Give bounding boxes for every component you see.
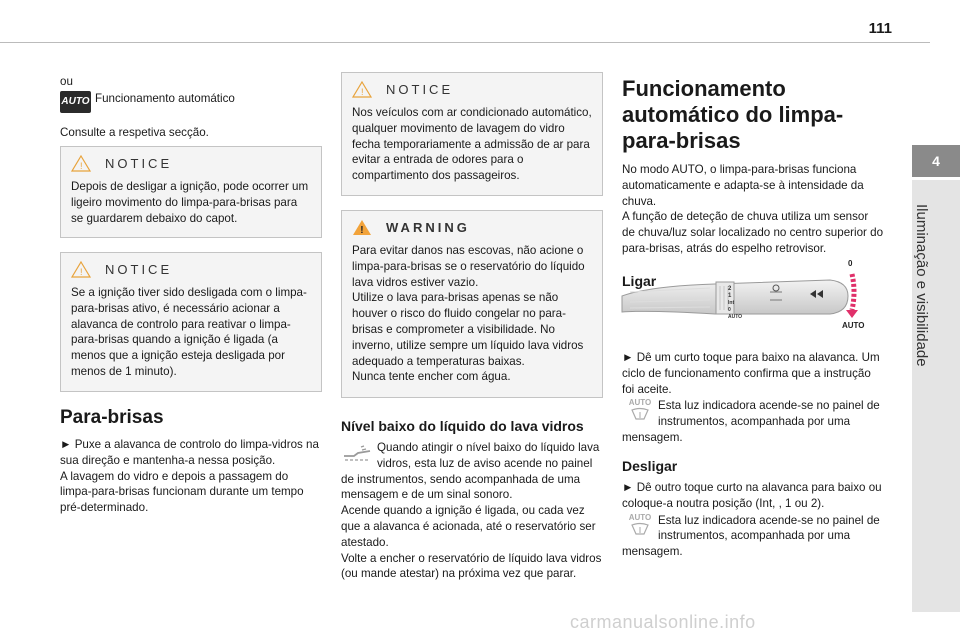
ligar-step-text: ► Dê um curto toque para baixo na alavanca. Um ciclo de funcionamento confirma que a instrução foi aceite.: [622, 351, 880, 396]
auto-indicator-icon: AUTO: [622, 398, 658, 428]
consulte-text: Consulte a respetiva secção.: [60, 125, 209, 139]
auto-button-icon: AUTO: [60, 91, 91, 113]
auto-label: Funcionamento automático: [95, 91, 235, 105]
stalk-o-label: 0: [848, 259, 853, 268]
wiper-stalk-figure: [620, 252, 880, 336]
warning-triangle-icon: [352, 219, 372, 236]
svg-text:!: !: [80, 160, 83, 171]
warning-box: [341, 210, 603, 398]
notice-text: Se a ignição tiver sido desligada com o limpa-para-brisas ativo, é necessário acionar a alavanca de controlo para reativar o limpa-para-brisas quando a ignição é ligada (a menos que a ignição esteja desligada por menos de 1 minuto).: [71, 286, 307, 378]
ligar-light-text: Esta luz indicadora acende-se no painel de instrumentos, acompanhada por uma mensagem.: [622, 399, 880, 444]
section-heading: Funcionamento automático do limpa-para-brisas: [622, 76, 844, 153]
notice-text: Depois de desligar a ignição, pode ocorrer um ligeiro movimento do limpa-para-brisas para se guardarem debaixo do capot.: [71, 180, 309, 225]
warning-text: Para evitar danos nas escovas, não acione o limpa-para-brisas se o reservatório do líquido lava vidros estiver vazio. Utilize o lava para-brisas apenas se não houver o risco do fluido congelar no para-brisas e comprometer a visibilidade. No inverno, utilize sempre um líquido lava vidros adequado a temperaturas baixas. Nunca tente encher com água.: [352, 244, 585, 384]
stalk-label: AUTO: [728, 314, 743, 320]
chapter-tab-number[interactable]: 4: [912, 145, 960, 177]
section-body: ► Puxe a alavanca de controlo do limpa-vidros na sua direção e mantenha-a nessa posição. A lavagem do vidro e depois a passagem do limpa-para-brisas funcionam durante um tempo pré-determinado.: [60, 438, 319, 515]
svg-text:!: !: [80, 266, 83, 277]
washer-fluid-warning-icon: [341, 442, 373, 464]
column-1: [60, 74, 322, 141]
notice-label: NOTICE: [386, 81, 454, 97]
para-brisas-section: [60, 407, 322, 516]
stalk-label: 2: [728, 286, 732, 292]
notice-triangle-icon: [71, 261, 91, 278]
section-intro: No modo AUTO, o limpa-para-brisas funciona automaticamente e adapta-se à intensidade da chuva. A função de deteção de chuva utiliza um sensor de chuva/luz solar localizado no centro superior do para-brisas, atrás do espelho retrovisor.: [622, 163, 884, 255]
ligar-steps: [622, 350, 884, 446]
notice-triangle-icon: [352, 81, 372, 98]
section-heading: Para-brisas: [60, 407, 164, 428]
desligar-light-text: Esta luz indicadora acende-se no painel de instrumentos, acompanhada por uma mensagem.: [622, 513, 880, 559]
stalk-auto-label: AUTO: [842, 321, 865, 330]
section-body: Quando atingir o nível baixo do líquido lava vidros, esta luz de aviso acende no painel de instrumentos, sendo acompanhada de uma mensagem e de um sinal sonoro. Acende quando a ignição é ligada, ou cada vez que a alavanca é acionada, até o reservatório ser atestado. Volte a encher o reservatório de líquido lava vidros (ou mande atestar) na próxima vez que parar.: [341, 441, 602, 581]
chapter-tab-title: Iluminação e visibilidade: [913, 204, 930, 367]
desligar-step-text: ► Dê outro toque curto na alavanca para baixo ou coloque-a noutra posição (Int, , 1 ou 2).: [622, 481, 882, 510]
section-subheading: Nível baixo do líquido do lava vidros: [341, 418, 584, 434]
notice-box-3: [341, 72, 603, 196]
notice-label: NOTICE: [105, 155, 173, 171]
stalk-label: 0: [728, 307, 731, 313]
ou-text: ou: [60, 75, 73, 88]
stalk-label: 1: [728, 293, 732, 299]
ligar-heading: Ligar: [622, 272, 657, 289]
notice-triangle-icon: [71, 155, 91, 172]
stalk-label: Int: [728, 300, 735, 306]
notice-box-1: [60, 146, 322, 238]
notice-text: Nos veículos com ar condicionado automático, qualquer movimento de lavagem do vidro fecha temporariamente a admissão de ar para evitar a entrada de odores para o compartimento dos passageiros.: [352, 106, 592, 183]
desligar-section: [622, 458, 884, 560]
auto-indicator-icon: AUTO: [622, 513, 658, 543]
desligar-heading: Desligar: [622, 458, 678, 474]
notice-box-2: [60, 252, 322, 392]
svg-text:!: !: [360, 224, 364, 236]
svg-text:!: !: [361, 86, 364, 97]
warning-label: WARNING: [386, 219, 470, 235]
page-number: 111: [868, 20, 892, 37]
watermark: carmanualsonline.info: [570, 612, 756, 632]
header-divider: [0, 42, 930, 43]
nivel-baixo-section: [341, 418, 603, 582]
notice-label: NOTICE: [105, 261, 173, 277]
